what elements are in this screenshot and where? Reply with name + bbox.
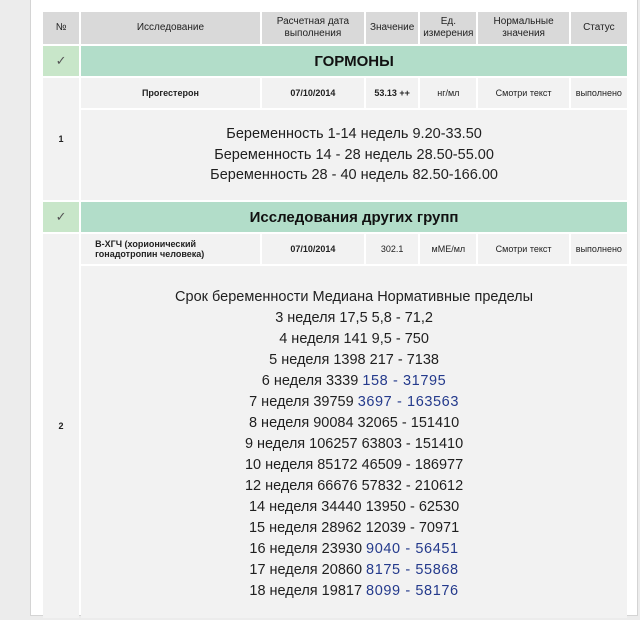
reference-note [81,266,627,618]
note-line-text: 14 неделя 34440 13950 - 62530 [248,498,460,515]
row-number: 2 [43,234,79,618]
study-status: выполнено [571,78,627,108]
checkmark-icon: ✓ [55,209,67,224]
study-name: B-ХГЧ (хорионический гонадотропин человека) [81,234,260,264]
table-row [43,78,627,108]
study-value: 302.1 [366,234,418,264]
note-line-range: 158 - 31795 [362,372,447,389]
study-date: 07/10/2014 [262,234,364,264]
note-heading: Срок беременности Медиана Нормативные пределы [175,288,534,305]
note-line [81,329,627,350]
note-line-text: 5 неделя 1398 217 - 7138 [269,351,439,368]
note-line-text: 4 неделя 141 9,5 - 750 [279,330,429,347]
column-header-value: Значение [366,12,418,44]
column-header-date: Расчетная дата выполнения [262,12,364,44]
note-line-range: 8099 - 58176 [366,582,459,599]
note-line: Беременность 28 - 40 недель 82.50-166.00 [210,167,498,184]
note-line [81,308,627,329]
note-line-text: 18 неделя 19817 [249,582,367,599]
group-toggle-other[interactable] [43,202,79,232]
study-value: 53.13 ++ [366,78,418,108]
table-row [43,234,627,264]
note-line [81,434,627,455]
note-line [81,455,627,476]
note-line: Беременность 1-14 недель 9.20-33.50 [226,126,482,143]
note-line-text: 7 неделя 39759 [249,393,358,410]
study-name: Прогестерон [81,78,260,108]
column-header-study: Исследование [81,12,260,44]
study-unit: мМЕ/мл [420,234,476,264]
note-line [81,413,627,434]
note-line [81,539,627,560]
note-line [81,392,627,413]
note-line [81,497,627,518]
row-number: 1 [43,78,79,200]
group-toggle-hormones[interactable] [43,46,79,76]
note-line [81,560,627,581]
column-header-num: № [43,12,79,44]
study-status: выполнено [571,234,627,264]
note-row [43,266,627,618]
note-line-text: 8 неделя 90084 32065 - 151410 [248,414,460,431]
note-line-range: 3697 - 163563 [357,393,460,410]
group-row-hormones [43,46,627,76]
note-line [81,371,627,392]
study-norm: Смотри текст [478,78,568,108]
note-line-text: 9 неделя 106257 63803 - 151410 [244,435,464,452]
note-line-text: 6 неделя 3339 [261,372,363,389]
study-unit: нг/мл [420,78,476,108]
checkmark-icon: ✓ [55,53,67,68]
note-row [43,110,627,200]
table-header-row [43,12,627,44]
results-panel [30,0,638,616]
note-line-text: 17 неделя 20860 [249,561,367,578]
note-line-text: 15 неделя 28962 12039 - 70971 [248,519,460,536]
note-line-text: 10 неделя 85172 46509 - 186977 [244,456,464,473]
note-line [81,350,627,371]
results-table [41,10,629,620]
group-title-other: Исследования других групп [81,202,627,232]
group-row-other [43,202,627,232]
column-header-status: Статус [571,12,627,44]
group-title-hormones: ГОРМОНЫ [81,46,627,76]
note-line-range: 8175 - 55868 [366,561,459,578]
note-line: Беременность 14 - 28 недель 28.50-55.00 [214,146,494,163]
column-header-unit: Ед. измерения [420,12,476,44]
study-norm: Смотри текст [478,234,568,264]
note-line [81,581,627,602]
note-line-text: 12 неделя 66676 57832 - 210612 [244,477,464,494]
note-line-range: 9040 - 56451 [366,540,459,557]
note-line [81,518,627,539]
note-line-text: 3 неделя 17,5 5,8 - 71,2 [275,309,433,326]
column-header-norm: Нормальные значения [478,12,568,44]
note-line [81,476,627,497]
note-lines [81,308,627,602]
study-date: 07/10/2014 [262,78,364,108]
note-line-text: 16 неделя 23930 [249,540,367,557]
reference-note [81,110,627,200]
